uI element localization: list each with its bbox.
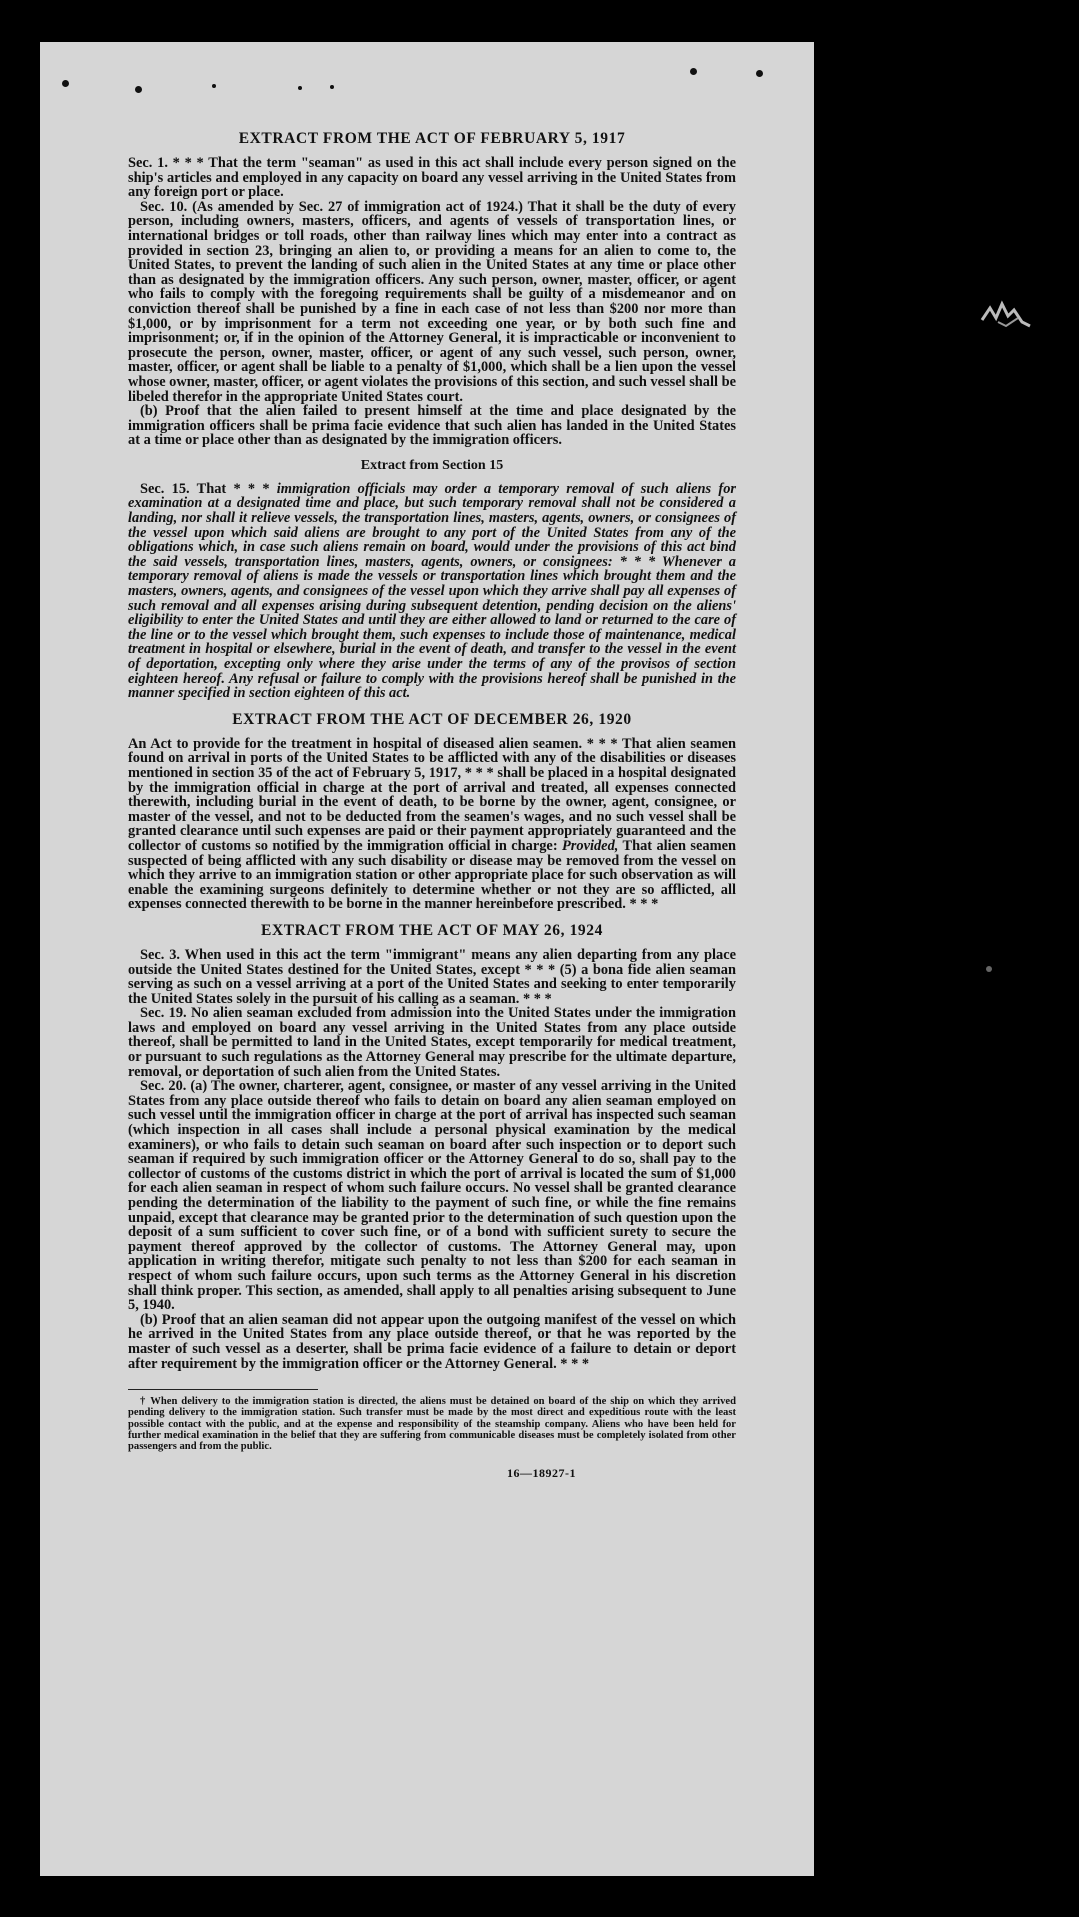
paragraph-sec-10: Sec. 10. (As amended by Sec. 27 of immigration act of 1924.) That it shall be the duty of every person, including owners, masters, officers, and agents of vessels of transportation lines, or international bridges or toll roads, other than railway lines which may enter into a contract as provided in section 23, bringing an alien to, or providing a means for an alien to come to, the United States, to prevent the landing of such alien in the United States at any time or place other than as designated by the immigration officers. Any such person, owner, master, officer, or agent who fails to comply with the foregoing requirements shall be guilty of a misdemeanor and on conviction thereof shall be punished by a fine in each case of not less than $200 nor more than $1,000, or by imprisonment for a term not exceeding one year, or by both such fine and imprisonment; or, if in the opinion of the Attorney General, it is impracticable or inconvenient to prosecute the person, owner, master, officer, or agent of any such vessel, such person, owner, master, officer, or agent shall be liable to a penalty of $1,000, which shall be a lien upon the vessel whose owner, master, officer, or agent violates the provisions of this section, and such vessel shall be libeled therefor in the appropriate United States court. [128,198,736,405]
ink-speck [212,84,216,88]
paragraph-sec-3: Sec. 3. When used in this act the term "immigrant" means any alien departing from any place outside the United States destined for the United States, except * * * (5) a bona fide alien seaman serving as such on a vessel arriving at a port of the United States and seeking to enter temporarily the United States solely in the pursuit of his calling as a seaman. * * * [128,946,736,1007]
act-1920-text: An Act to provide for the treatment in hospital of diseased alien seamen. * * * That alien seamen found on arrival in ports of the United States to be afflicted with any of the disabilities or diseases mentioned in section 35 of the act of February 5, 1917, * * * shall be placed in a hospital designated by the immigration official in charge at the port of arrival and treated, all expenses connected therewith, including burial in the event of death, to be borne by the owner, agent, consignee, or master of the vessel, and not to be deducted from the seamen's wages, and no such vessel shall be granted clearance until such expenses are paid or their payment appropriately guaranteed and the collector of customs so notified by the immigration official in charge: [128,735,736,854]
paragraph-act-1920 [128,737,736,912]
heading-act-1917: EXTRACT FROM THE ACT OF FEBRUARY 5, 1917 [238,130,626,147]
paragraph-sec-19: Sec. 19. No alien seaman excluded from admission into the United States under the immigration laws and employed on board any vessel arriving in the United States from any place outside thereof, shall be permitted to land in the United States, except temporarily for medical treatment, or pursuant to such regulations as the Attorney General may prescribe for the ultimate departure, removal, or deportation of such alien from the United States. [128,1005,736,1080]
heading-section-15: Extract from Section 15 [360,457,504,473]
ink-speck [690,68,697,75]
sec-15-lead: Sec. 15. That * * * [140,480,277,497]
paragraph-sec-20-a: Sec. 20. (a) The owner, charterer, agent, consignee, or master of any vessel arriving in the United States from any place outside thereof who fails to detain on board any alien seaman employed on such vessel until the immigration officer in charge at the port of arrival has inspected such seaman (which inspection in all cases shall include a personal physical examination by the medical examiners), or who fails to detain such seaman on board after such inspection or to deport such seaman if required by such immigration officer or the Attorney General to do so, shall pay to the collector of customs of the customs district in which the port of arrival is located the sum of $1,000 for each alien seaman in respect of whom such failure occurs. No vessel shall be granted clearance pending the determination of the liability to the payment of such fine, or while the fine remains unpaid, except that clearance may be granted prior to the determination of such question upon the deposit of a sum sufficient to cover such fine, or of a bond with sufficient surety to secure the payment thereof approved by the collector of customs. The Attorney General may, upon application in writing therefor, mitigate such penalty to not less than $200 for each seaman in respect of whom such failure occurs, upon such terms as the Attorney General in his discretion shall think proper. This section, as amended, shall apply to all penalties arising subsequent to June 5, 1940. [128,1078,736,1314]
heading-act-1924: EXTRACT FROM THE ACT OF MAY 26, 1924 [261,921,603,939]
act-1920-tail: That alien seamen suspected of being afflicted with any such disability or disease may be removed from the vessel on which they arrive to an immigration station or other appropriate place for such observation as will enable the examining surgeons definitely to determine whether or not they are so afflicted, all expenses connected therewith to be borne in the manner hereinbefore prescribed. * * * [128,837,736,913]
paragraph-sec-1: Sec. 1. * * * That the term "seaman" as used in this act shall include every person signed on the ship's articles and employed in any capacity on board any vessel arriving in the United States from any foreign port or place. [128,155,736,201]
ink-speck [756,70,763,77]
ink-speck [330,85,334,89]
ink-speck [298,86,302,90]
margin-scribble [978,296,1038,336]
ink-speck [62,80,69,87]
paragraph-sec-15 [128,482,736,701]
ink-speck [986,966,992,972]
act-1920-provided: Provided, [562,837,619,854]
paragraph-sec-20-b: (b) Proof that an alien seaman did not appear upon the outgoing manifest of the vessel on which he arrived in the United States from any place outside thereof, or that he was reported by the master of such vessel as a deserter, shall be prima facie evidence of a failure to detain or deport after requirement by the immigration officer or the Attorney General. * * * [128,1311,736,1372]
document-page [40,42,814,1876]
footnote-divider [128,1389,318,1390]
form-code: 16—18927-1 [507,1466,576,1481]
paragraph-sec-10-b: (b) Proof that the alien failed to present himself at the time and place designated by the immigration officers shall be prima facie evidence that such alien has landed in the United States at a time or place other than as designated by the immigration officers. [128,403,736,449]
footnote: † When delivery to the immigration station is directed, the aliens must be detained on board of the ship on which they arrived pending delivery to the immigration station. Such transfer must be made by the most direct and expeditious route with the least possible contact with the public, and at the expense and responsibility of the steamship company. Aliens who have been held for further medical examination in the belief that they are suffering from communicable diseases must be completely isolated from other passengers and from the public. [128,1396,736,1452]
sec-15-text: immigration officials may order a temporary removal of such aliens for examination at a designated time and place, but such temporary removal shall not be considered a landing, nor shall it relieve vessels, the transportation lines, masters, agents, owners, or consignees of the vessel upon which said aliens are brought to any port of the United States from any of the obligations which, in case such aliens remain on board, would under the provisions of this act bind the said vessels, transportation lines, masters, agents, owners, or consignees: * * * Whenever a temporary removal of aliens is made the vessels or transportation lines which brought them and the masters, owners, agents, and consignees of the vessel upon which they arrive shall pay all expenses of such removal and all expenses arising during subsequent detention, pending decision on the aliens' eligibility to enter the United States and until they are either allowed to land or returned to the care of the line or to the vessel which brought them, such expenses to include those of maintenance, medical treatment in hospital or elsewhere, burial in the event of death, and transfer to the vessel in the event of deportation, excepting only where they arise under the terms of any of the provisos of section eighteen hereof. Any refusal or failure to comply with the provisions hereof shall be punished in the manner specified in section eighteen of this act. [128,480,736,702]
heading-act-1920: EXTRACT FROM THE ACT OF DECEMBER 26, 1920 [232,710,632,728]
ink-speck [135,86,142,93]
